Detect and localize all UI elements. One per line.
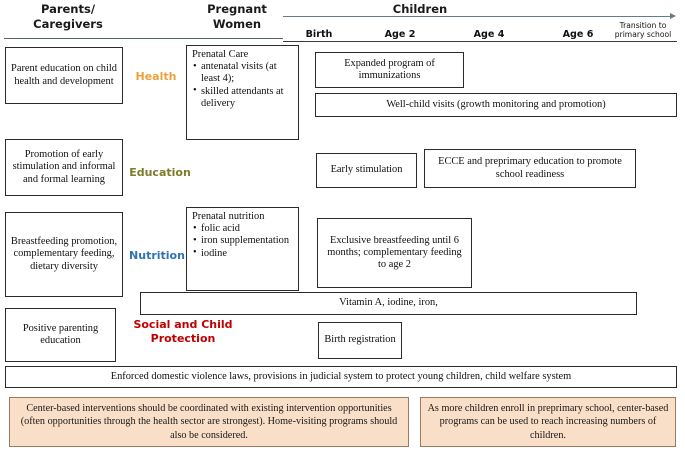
early-stimulation-text: Early stimulation [330, 164, 403, 176]
parents-caregivers-line2: Caregivers [33, 17, 103, 32]
prenatal-care-item: • antenatal visits (at least 4); [201, 61, 293, 85]
prenatal-care-title: Prenatal Care [192, 49, 249, 60]
timeline-tick-age-2: Age 2 [384, 29, 416, 40]
timeline-tick-age-4: Age 4 [473, 29, 505, 40]
micronutrient-text: Vitamin A, iodine, iron, [339, 297, 438, 309]
protection-label-line1: Social and Child [133, 318, 233, 331]
pregnant-women-line2: Women [212, 17, 262, 32]
health-immunization-box [315, 52, 464, 88]
protection-parents-box [5, 308, 116, 362]
nutrition-micronutrient-box [140, 292, 637, 315]
pregnant-women-line1: Pregnant [207, 2, 267, 16]
prenatal-care-list [192, 61, 293, 110]
sector-label-education: Education [129, 166, 191, 179]
ecce-text: ECCE and preprimary education to promote school readiness [438, 156, 622, 180]
transition-line1: Transition to [619, 21, 667, 30]
nutrition-parents-box [5, 212, 123, 297]
timeline-arrow-line [283, 16, 673, 17]
prenatal-care-item: • skilled attendants at delivery [201, 86, 293, 110]
timeline-tick-age-6: Age 6 [562, 29, 594, 40]
header-divider-left [4, 38, 283, 39]
wellchild-text: Well-child visits (growth monitoring and promotion) [386, 98, 606, 110]
education-parents-box [5, 139, 123, 196]
sector-label-nutrition: Nutrition [129, 249, 185, 262]
health-pregnant-box [186, 45, 299, 140]
nutrition-prenatal-box [186, 207, 299, 291]
parents-caregivers-line1: Parents/ [40, 2, 96, 16]
header-divider-right [283, 41, 677, 42]
note-text: Center-based interventions should be coordinated with existing intervention opportunities (often opportunities through the health sector are strongest). Home-visiting programs should also be considered. [20, 402, 398, 441]
education-parents-text: Promotion of early stimulation and informal and formal learning [12, 149, 116, 185]
protection-laws-box [5, 366, 677, 388]
column-header-pregnant-women [176, 2, 298, 32]
timeline-arrowhead-icon [670, 13, 676, 19]
health-wellchild-box [315, 93, 677, 117]
prenatal-nutrition-list [192, 223, 293, 260]
timeline-transition-label [605, 21, 681, 40]
breastfeeding-text: Exclusive breastfeeding until 6 months; complementary feeding to age 2 [327, 234, 462, 271]
education-early-stimulation-box [316, 153, 417, 188]
column-header-children: Children [392, 2, 448, 16]
prenatal-nutrition-item: • iodine [201, 248, 293, 260]
protection-laws-text: Enforced domestic violence laws, provisions in judicial system to protect young children, child welfare system [110, 370, 572, 382]
prenatal-nutrition-title: Prenatal nutrition [192, 211, 265, 222]
prenatal-nutrition-item: • folic acid [201, 223, 293, 235]
timeline-tick-birth: Birth [305, 29, 333, 40]
nutrition-parents-text: Breastfeeding promotion, complementary feeding, dietary diversity [10, 236, 118, 272]
note-text: As more children enroll in preprimary school, center-based programs can be used to reach increasing numbers of children. [427, 402, 669, 441]
protection-label-line2: Protection [150, 332, 216, 346]
sector-label-health: Health [135, 70, 177, 83]
immunization-text: Expanded program of immunizations [344, 57, 435, 81]
sector-label-social-child-protection [118, 318, 248, 347]
health-parents-box [5, 47, 123, 104]
transition-line2: primary school [614, 30, 672, 40]
protection-birth-registration-box [318, 322, 402, 359]
column-header-parents-caregivers [6, 2, 130, 32]
education-ecce-box [424, 149, 636, 188]
prenatal-nutrition-item: • iron supplementation [201, 235, 293, 247]
health-parents-text: Parent education on child health and development [11, 63, 117, 87]
note-preprimary-enrollment [420, 397, 676, 447]
protection-parents-text: Positive parenting education [22, 322, 99, 346]
birth-registration-text: Birth registration [324, 334, 396, 346]
note-center-based-interventions [9, 397, 409, 447]
nutrition-breastfeeding-box [317, 218, 472, 288]
